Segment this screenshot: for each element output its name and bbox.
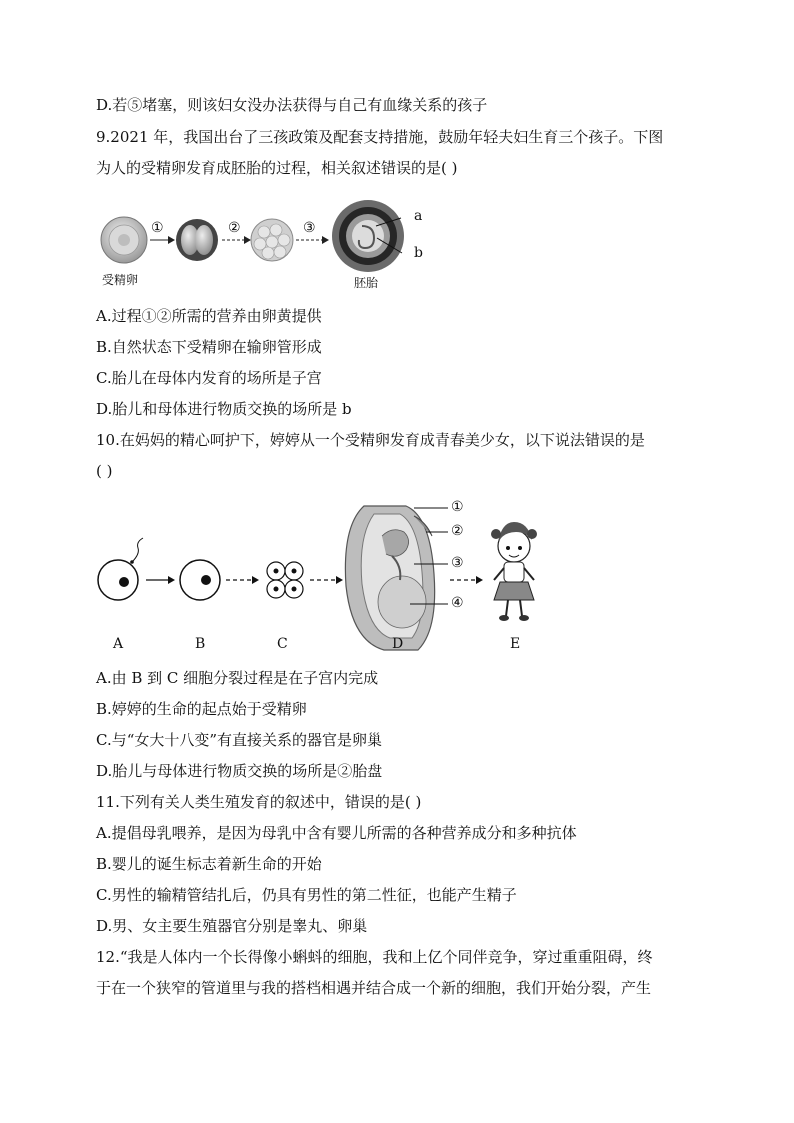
fig-number-4: ④ [451,595,464,611]
zygote-cell-image [180,560,220,600]
stage-label-b: B [195,636,206,652]
q12-stem-line-1: 12.“我是人体内一个长得像小蝌蚪的细胞，我和上亿个同伴竞争，穿过重重阻碍，终 [96,948,653,966]
q9-option-d: D.胎儿和母体进行物质交换的场所是 b [96,400,352,418]
q9-option-b: B.自然状态下受精卵在输卵管形成 [96,338,322,356]
q10-option-a: A.由 B 到 C 细胞分裂过程是在子宫内完成 [96,669,379,687]
zygote-image [101,217,147,263]
q10-stem-line-1: 10.在妈妈的精心呵护下，婷婷从一个受精卵发育成青春美少女，以下说法错误的是 [96,431,645,449]
girl-cartoon-image [491,522,537,621]
q10-option-d: D.胎儿与母体进行物质交换的场所是②胎盘 [96,762,383,780]
q11-option-d: D.男、女主要生殖器官分别是睾丸、卵巢 [96,917,368,935]
step-3-label: ③ [303,220,316,236]
egg-with-sperm-image [98,538,143,600]
stage-label-c: C [277,636,288,652]
q12-stem-line-2: 于在一个狭窄的管道里与我的搭档相遇并结合成一个新的细胞，我们开始分裂，产生 [96,979,652,997]
q9-option-a: A.过程①②所需的营养由卵黄提供 [96,307,322,325]
morula-image [251,219,293,261]
q10-option-c: C.与“女大十八变”有直接关系的器官是卵巢 [96,731,383,749]
embryo-development-drawing [96,196,456,291]
stage-label-a: A [113,636,124,652]
label-a: a [414,208,423,224]
q11-option-b: B.婴儿的诞生标志着新生命的开始 [96,855,322,873]
step-1-label: ① [151,220,164,236]
label-b: b [414,245,423,261]
stage-label-d: D [392,636,404,652]
zygote-caption: 受精卵 [102,273,139,287]
q9-stem-line-2: 为人的受精卵发育成胚胎的过程，相关叙述错误的是( ) [96,159,458,177]
embryo-development-figure [96,196,456,291]
q11-option-c: C.男性的输精管结扎后，仍具有男性的第二性征，也能产生精子 [96,886,517,904]
q9-stem-line-1: 9.2021 年，我国出台了三孩政策及配套支持措施，鼓励年轻夫妇生育三个孩子。下图 [96,128,664,146]
fig-number-3: ③ [451,555,464,571]
q9-option-c: C.胎儿在母体内发育的场所是子宫 [96,369,322,387]
q11-stem: 11.下列有关人类生殖发育的叙述中，错误的是( ) [96,793,422,811]
two-cell-image [176,219,218,261]
q10-option-b: B.婷婷的生命的起点始于受精卵 [96,700,307,718]
fetus-in-uterus-image [345,506,448,650]
embryo-caption: 胚胎 [354,276,379,290]
step-2-label: ② [228,220,241,236]
four-cell-image [267,562,303,598]
human-development-figure [96,496,566,658]
q11-option-a: A.提倡母乳喂养，是因为母乳中含有婴儿所需的各种营养成分和多种抗体 [96,824,577,842]
stage-label-e: E [510,636,521,652]
q8-option-d: D.若⑤堵塞，则该妇女没办法获得与自己有血缘关系的孩子 [96,96,488,114]
fig-number-2: ② [451,523,464,539]
human-development-drawing [96,496,566,658]
q10-stem-line-2: ( ) [96,462,113,480]
embryo-in-uterus-image [332,200,404,272]
fig-number-1: ① [451,499,464,515]
